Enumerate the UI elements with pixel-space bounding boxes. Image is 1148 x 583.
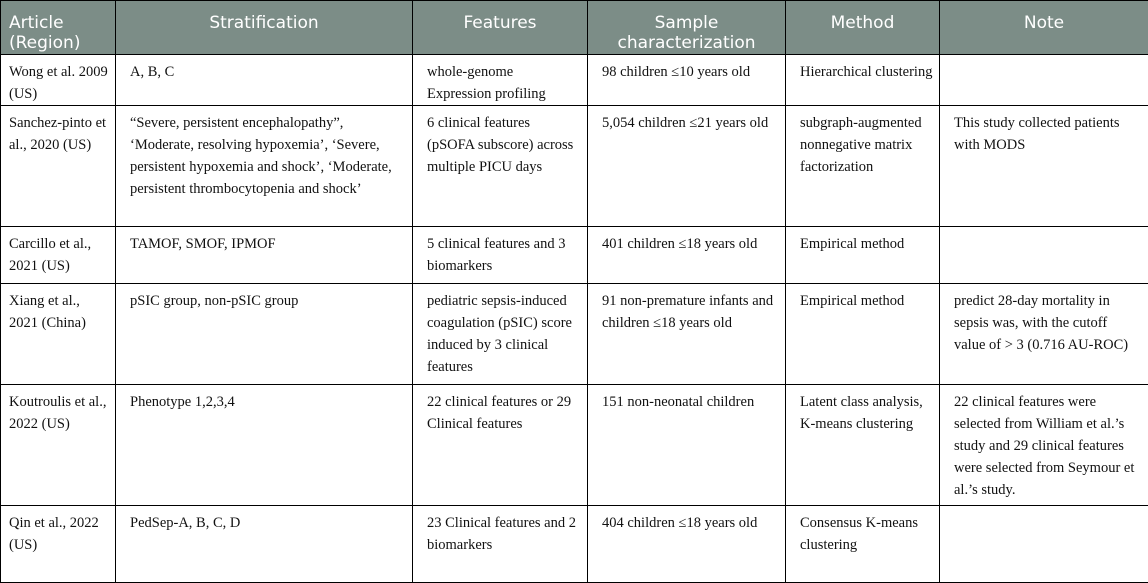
cell-features: 23 Clinical features and 2 biomarkers [413,506,588,583]
header-stratification: Stratification [116,1,413,55]
cell-sample: 5,054 children ≤21 years old [588,106,786,227]
cell-features: 6 clinical features (pSOFA subscore) across multiple PICU days [413,106,588,227]
cell-note [940,55,1148,106]
cell-sample: 401 children ≤18 years old [588,227,786,284]
header-method: Method [786,1,940,55]
cell-stratification: pSIC group, non-pSIC group [116,284,413,385]
cell-sample: 91 non-premature infants and children ≤18 years old [588,284,786,385]
cell-sample: 151 non-neonatal children [588,385,786,506]
table-row [1,506,1148,583]
cell-article: Sanchez-pinto et al., 2020 (US) [1,106,116,227]
cell-note [940,506,1148,583]
cell-method: Empirical method [786,284,940,385]
cell-article: Qin et al., 2022 (US) [1,506,116,583]
table-row [1,106,1148,227]
header-article: Article (Region) [1,1,116,55]
cell-note: This study collected patients with MODS [940,106,1148,227]
cell-sample: 404 children ≤18 years old [588,506,786,583]
cell-article: Koutroulis et al., 2022 (US) [1,385,116,506]
cell-method: Empirical method [786,227,940,284]
cell-stratification: “Severe, persistent encephalopathy”, ‘Moderate, resolving hypoxemia’, ‘Severe, persistent hypoxemia and shock’, ‘Moderate, persistent thrombocytopenia and shock’ [116,106,413,227]
cell-note: 22 clinical features were selected from William et al.’s study and 29 clinical features were selected from Seymour et al.’s study. [940,385,1148,506]
cell-article: Xiang et al., 2021 (China) [1,284,116,385]
header-note: Note [940,1,1148,55]
cell-sample: 98 children ≤10 years old [588,55,786,106]
cell-features: whole-genome Expression profiling [413,55,588,106]
cell-note: predict 28-day mortality in sepsis was, with the cutoff value of > 3 (0.716 AU-ROC) [940,284,1148,385]
cell-stratification: PedSep-A, B, C, D [116,506,413,583]
table-row [1,227,1148,284]
header-row [1,1,1148,55]
cell-article: Carcillo et al., 2021 (US) [1,227,116,284]
cell-stratification: Phenotype 1,2,3,4 [116,385,413,506]
header-sample: Sample characterization [588,1,786,55]
cell-method: subgraph-augmented nonnegative matrix factorization [786,106,940,227]
cell-stratification: TAMOF, SMOF, IPMOF [116,227,413,284]
cell-stratification: A, B, C [116,55,413,106]
cell-features: pediatric sepsis-induced coagulation (pSIC) score induced by 3 clinical features [413,284,588,385]
cell-features: 5 clinical features and 3 biomarkers [413,227,588,284]
cell-method: Latent class analysis, K-means clustering [786,385,940,506]
header-features: Features [413,1,588,55]
table-row [1,385,1148,506]
table-row [1,55,1148,106]
cell-article: Wong et al. 2009 (US) [1,55,116,106]
table-row [1,284,1148,385]
cell-method: Consensus K-means clustering [786,506,940,583]
cell-note [940,227,1148,284]
cell-features: 22 clinical features or 29 Clinical features [413,385,588,506]
cell-method: Hierarchical clustering [786,55,940,106]
